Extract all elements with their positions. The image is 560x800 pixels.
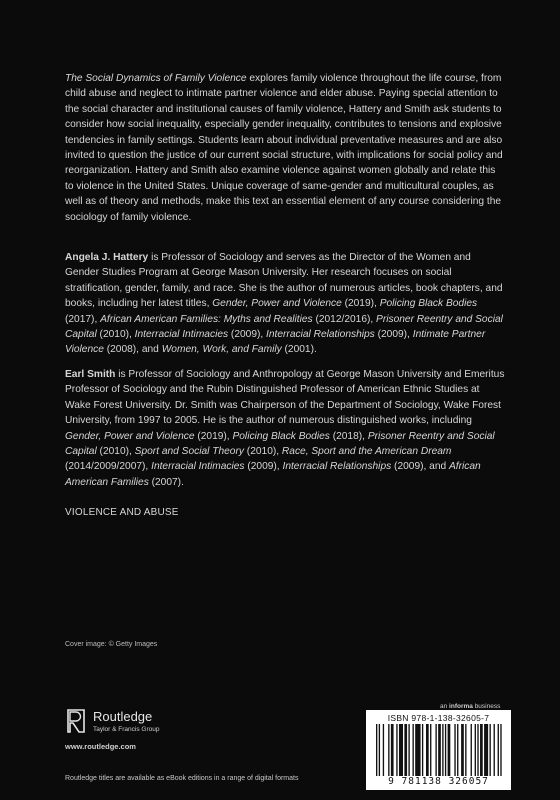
barcode-bar	[408, 724, 409, 776]
publisher-name: Routledge	[93, 708, 153, 724]
cover-credit: Cover image: © Getty Images	[65, 641, 158, 648]
bio-text: (2001).	[281, 344, 317, 356]
bio-text: (2009),	[228, 329, 267, 341]
book-ref: Sport and Social Theory	[134, 446, 244, 458]
bio-text: (2010),	[243, 446, 282, 458]
routledge-r-icon	[65, 709, 87, 733]
barcode-bar	[383, 724, 384, 776]
barcode-bars	[376, 724, 503, 776]
barcode-bar	[471, 724, 472, 776]
barcode-bar	[494, 724, 495, 776]
barcode-bar	[415, 724, 420, 776]
book-ref: Policing Black Bodies	[379, 298, 478, 310]
author-name: Angela J. Hattery	[65, 252, 149, 263]
bio-text: (2008), and	[103, 344, 162, 356]
description-text: explores family violence throughout the life course, from child abuse and neglect to intimate partner violence and elder abuse. Paying special attention to the social character and institutional causes of family violence, Hattery and Smith ask students to consider how social inequality, especially gender inequality, contributes to tensions and explosive tendencies in family settings. Students learn about individual preventative measures and are also invited to question the justice of our current social structure, with implications for social policy and reorganization. Hattery and Smith also examine violence against women globally and relate this to violence in the United States. Unique coverage of same-gender and multicultural couples, as well as of theory and methods, make this text an essential element of any course considering the sociology of family violence.	[65, 73, 503, 223]
book-ref: Women, Work, and Family	[161, 344, 282, 356]
book-ref: Gender, Power and Violence	[65, 430, 195, 442]
book-ref: African American Families	[65, 461, 481, 488]
bio-text: (2017),	[65, 313, 101, 325]
bio-text: (2014/2009/2007),	[65, 461, 152, 473]
barcode-bar	[430, 724, 431, 776]
ebook-note: Routledge titles are available as eBook editions in a range of digital formats	[65, 775, 299, 782]
author-bio-smith	[65, 367, 505, 490]
barcode-number: 9 781138 326057	[388, 776, 489, 787]
barcode-bar	[498, 724, 499, 776]
informa-suffix: business	[472, 703, 501, 710]
barcode	[366, 710, 511, 790]
informa-prefix: an	[440, 703, 450, 710]
barcode-bar	[475, 724, 476, 776]
barcode-bar	[445, 724, 446, 776]
bio-text: (2007).	[148, 476, 184, 488]
book-ref: Interracial Relationships	[266, 329, 375, 341]
book-ref: Gender, Power and Violence	[212, 298, 342, 310]
book-ref: Prisoner Reentry and Social Capital	[65, 313, 503, 341]
barcode-bar	[454, 724, 455, 776]
barcode-bar	[457, 724, 458, 776]
publisher-logo	[65, 709, 159, 733]
publisher-url: www.routledge.com	[65, 742, 136, 751]
bio-text: (2010),	[96, 446, 135, 458]
barcode-bar	[412, 724, 413, 776]
informa-business-label	[440, 703, 500, 710]
book-title: The Social Dynamics of Family Violence	[65, 73, 247, 84]
book-ref: Prisoner Reentry and Social Capital	[65, 430, 495, 458]
barcode-bar	[426, 724, 429, 776]
book-ref: Interracial Intimacies	[151, 461, 245, 473]
barcode-bar	[396, 724, 397, 776]
barcode-bar	[435, 724, 436, 776]
book-ref: Intimate Partner Violence	[65, 329, 486, 356]
barcode-bar	[480, 724, 483, 776]
book-ref: Interracial Relationships	[282, 461, 392, 473]
barcode-bar	[438, 724, 441, 776]
bio-text: (2018),	[329, 430, 368, 442]
barcode-bar	[391, 724, 394, 776]
isbn-label: ISBN 978-1-138-32605-7	[387, 713, 490, 723]
book-ref: Interracial Intimacies	[134, 329, 229, 341]
barcode-bar	[461, 724, 464, 776]
barcode-bar	[379, 724, 380, 776]
author-bio-hattery	[65, 250, 505, 358]
barcode-bar	[388, 724, 389, 776]
book-ref: African American Families: Myths and Realities	[100, 313, 313, 325]
barcode-bar	[484, 724, 488, 776]
bio-text: (2009),	[244, 461, 283, 473]
barcode-bar	[422, 724, 423, 776]
book-ref: Race, Sport and the American Dream	[281, 446, 452, 458]
barcode-bar	[465, 724, 466, 776]
barcode-bar	[500, 724, 501, 776]
barcode-bar	[489, 724, 490, 776]
barcode-bar	[448, 724, 451, 776]
barcode-bar	[477, 724, 478, 776]
barcode-bar	[376, 724, 377, 776]
book-description	[65, 71, 505, 225]
barcode-bar	[404, 724, 407, 776]
bio-text: (2019),	[194, 430, 233, 442]
bio-text: (2012/2016),	[312, 313, 377, 325]
bio-text: (2010),	[96, 329, 135, 341]
bio-text: (2009),	[374, 329, 413, 341]
barcode-bar	[442, 724, 443, 776]
barcode-bar	[399, 724, 403, 776]
bio-text: is Professor of Sociology and serves as the Director of the Women and Gender Studies Program at George Mason University. Her research focuses on social stratification, gender, family, and race. She is the author of numerous articles, book chapters, and books, including her latest titles,	[65, 252, 503, 310]
book-ref: Policing Black Bodies	[232, 430, 330, 442]
bio-text: is Professor of Sociology and Anthropology at George Mason University and Emeritus Professor of Sociology and the Rubin Distinguished Professor of American Ethnic Studies at Wake Forest University. Dr. Smith was Chairperson of the Department of Sociology, Wake Forest University, from 1997 to 2005. He is the author of numerous distinguished works, including	[65, 369, 505, 427]
bio-text: (2019),	[341, 298, 380, 310]
informa-brand: informa	[449, 703, 473, 710]
subject-category: VIOLENCE AND ABUSE	[65, 507, 179, 518]
author-name: Earl Smith	[65, 369, 116, 380]
bio-text: (2009), and	[391, 461, 449, 473]
publisher-group: Taylor & Francis Group	[93, 725, 160, 733]
